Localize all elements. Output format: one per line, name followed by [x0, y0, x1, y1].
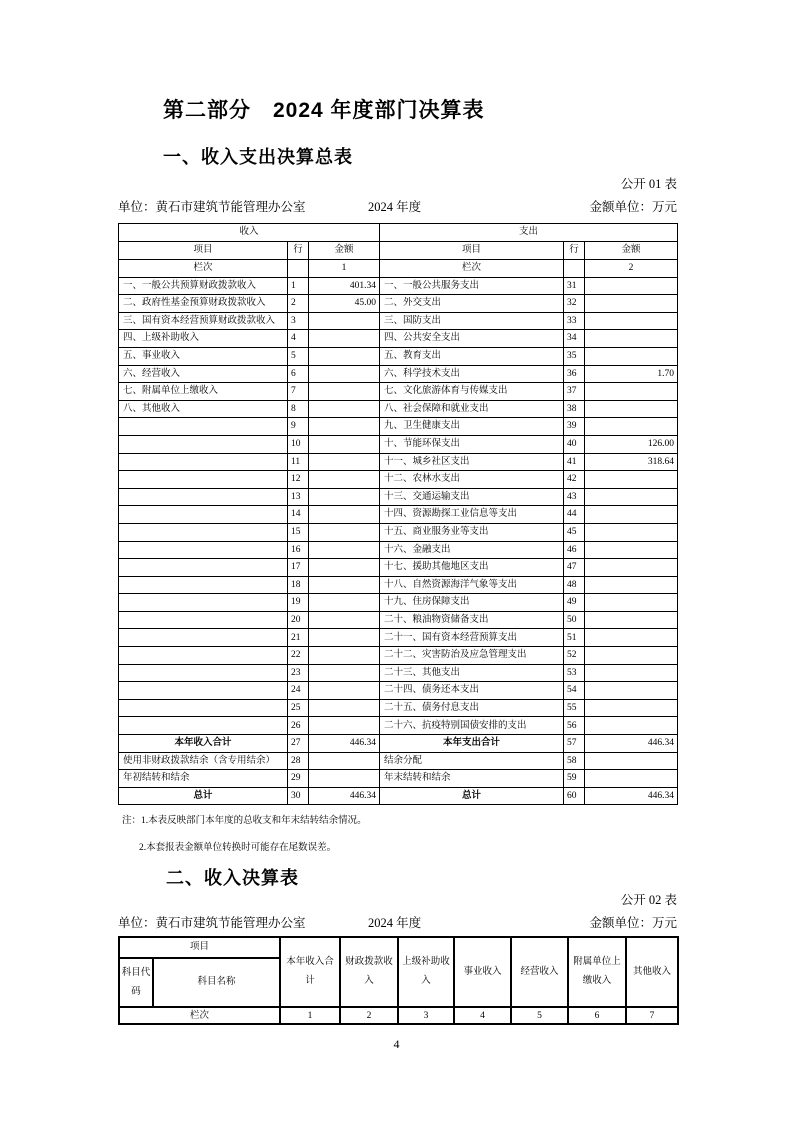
expense-item-cell: 二十六、抗疫特别国债安排的支出	[380, 717, 564, 735]
table-row	[119, 383, 678, 401]
income-rowno-cell: 23	[288, 664, 309, 682]
income-item-cell: 本年收入合计	[119, 735, 288, 753]
expense-rowno-header: 行	[564, 242, 585, 260]
expense-rowno-cell: 41	[564, 453, 585, 471]
expense-rowno-cell: 32	[564, 295, 585, 313]
table-row	[119, 576, 678, 594]
expense-amount-cell	[585, 629, 678, 647]
income-rowno-cell: 13	[288, 488, 309, 506]
table-row	[119, 277, 678, 295]
expense-item-cell: 十一、城乡社区支出	[380, 453, 564, 471]
expense-amount-cell	[585, 647, 678, 665]
income-rowno-cell: 4	[288, 330, 309, 348]
income-item-header: 项目	[119, 242, 288, 260]
income-item-cell	[119, 453, 288, 471]
expense-amount-cell	[585, 506, 678, 524]
income-item-cell	[119, 471, 288, 489]
name-header: 科目名称	[153, 958, 280, 1007]
empty-cell	[564, 260, 585, 278]
expense-rowno-cell: 48	[564, 576, 585, 594]
expense-rowno-cell: 49	[564, 594, 585, 612]
income-rowno-cell: 6	[288, 365, 309, 383]
income-item-cell	[119, 488, 288, 506]
income-amount-cell	[309, 365, 380, 383]
expense-amount-cell	[585, 682, 678, 700]
income-rowno-cell: 10	[288, 435, 309, 453]
income-item-cell	[119, 506, 288, 524]
income-group-header: 收入	[119, 224, 380, 242]
table-code-01: 公开 01 表	[620, 177, 677, 191]
table-row	[119, 664, 678, 682]
income-rowno-cell: 29	[288, 770, 309, 788]
expense-amount-cell: 318.64	[585, 453, 678, 471]
col-number: 1	[280, 1007, 340, 1024]
expense-item-cell: 二十四、债务还本支出	[380, 682, 564, 700]
page-number: 4	[393, 1037, 400, 1051]
income-item-cell	[119, 541, 288, 559]
expense-rowno-cell: 40	[564, 435, 585, 453]
expense-rowno-cell: 55	[564, 699, 585, 717]
income-item-cell: 总计	[119, 787, 288, 805]
income-amount-cell	[309, 576, 380, 594]
income-amount-cell: 45.00	[309, 295, 380, 313]
expense-amount-cell	[585, 277, 678, 295]
expense-item-header: 项目	[380, 242, 564, 260]
column-header-row	[119, 242, 678, 260]
expense-amount-cell	[585, 752, 678, 770]
expense-item-cell: 年末结转和结余	[380, 770, 564, 788]
table-row	[119, 453, 678, 471]
col-number: 2	[340, 1007, 398, 1024]
income-amount-cell: 446.34	[309, 787, 380, 805]
table-row	[119, 717, 678, 735]
income-rowno-cell: 9	[288, 418, 309, 436]
expense-item-cell: 三、国防支出	[380, 312, 564, 330]
income-item-cell	[119, 594, 288, 612]
income-amount-cell	[309, 383, 380, 401]
income-item-cell: 使用非财政拨款结余（含专用结余）	[119, 752, 288, 770]
expense-rowno-cell: 37	[564, 383, 585, 401]
expense-amount-cell: 446.34	[585, 735, 678, 753]
table-code-02: 公开 02 表	[620, 893, 677, 907]
income-rowno-cell: 30	[288, 787, 309, 805]
col-header-fiscal: 财政拨款收入	[340, 937, 398, 1007]
col-number: 7	[626, 1007, 678, 1024]
expense-rowno-cell: 38	[564, 400, 585, 418]
income-amount-cell: 401.34	[309, 277, 380, 295]
table-row	[119, 647, 678, 665]
income-rowno-cell: 8	[288, 400, 309, 418]
income-item-cell	[119, 647, 288, 665]
income-col-number: 1	[309, 260, 380, 278]
income-rowno-cell: 28	[288, 752, 309, 770]
table-row	[119, 541, 678, 559]
expense-item-cell: 十五、商业服务业等支出	[380, 523, 564, 541]
section2-heading: 二、收入决算表	[166, 868, 299, 888]
expense-item-cell: 十四、资源勘探工业信息等支出	[380, 506, 564, 524]
table-row	[119, 347, 678, 365]
income-item-cell: 六、经营收入	[119, 365, 288, 383]
revenue-lanci-row	[119, 1007, 678, 1024]
table-row	[119, 330, 678, 348]
income-item-cell	[119, 435, 288, 453]
lanci-row	[119, 260, 678, 278]
income-rowno-header: 行	[288, 242, 309, 260]
code-header: 科目代码	[119, 958, 153, 1007]
group-header-row	[119, 224, 678, 242]
income-amount-cell	[309, 330, 380, 348]
expense-amount-cell: 126.00	[585, 435, 678, 453]
income-item-cell: 年初结转和结余	[119, 770, 288, 788]
income-item-cell	[119, 629, 288, 647]
income-rowno-cell: 16	[288, 541, 309, 559]
table2-meta-line	[118, 913, 677, 929]
income-rowno-cell: 22	[288, 647, 309, 665]
income-rowno-cell: 20	[288, 611, 309, 629]
table-row	[119, 488, 678, 506]
unit-name: 单位：黄石市建筑节能管理办公室	[118, 200, 306, 214]
expense-amount-cell	[585, 523, 678, 541]
expense-amount-cell	[585, 611, 678, 629]
income-amount-cell	[309, 400, 380, 418]
expense-amount-header: 金额	[585, 242, 678, 260]
income-rowno-cell: 19	[288, 594, 309, 612]
expense-rowno-cell: 56	[564, 717, 585, 735]
income-item-cell	[119, 682, 288, 700]
income-item-cell: 一、一般公共预算财政拨款收入	[119, 277, 288, 295]
expense-rowno-cell: 52	[564, 647, 585, 665]
income-amount-cell	[309, 523, 380, 541]
expense-amount-cell	[585, 400, 678, 418]
income-rowno-cell: 14	[288, 506, 309, 524]
unit-name: 单位：黄石市建筑节能管理办公室	[118, 916, 306, 930]
expense-rowno-cell: 39	[564, 418, 585, 436]
table-row	[119, 787, 678, 805]
table-row	[119, 611, 678, 629]
expense-item-cell: 十六、金融支出	[380, 541, 564, 559]
expense-amount-cell	[585, 541, 678, 559]
table-row	[119, 471, 678, 489]
table-row	[119, 312, 678, 330]
expense-item-cell: 十九、住房保障支出	[380, 594, 564, 612]
income-amount-cell	[309, 418, 380, 436]
expense-rowno-cell: 33	[564, 312, 585, 330]
income-amount-cell	[309, 664, 380, 682]
expense-rowno-cell: 36	[564, 365, 585, 383]
col-number: 5	[511, 1007, 568, 1024]
expense-item-cell: 十二、农林水支出	[380, 471, 564, 489]
expense-lanci-cell: 栏次	[380, 260, 564, 278]
income-amount-cell	[309, 435, 380, 453]
expense-amount-cell	[585, 418, 678, 436]
income-item-cell	[119, 559, 288, 577]
expense-rowno-cell: 50	[564, 611, 585, 629]
expense-rowno-cell: 47	[564, 559, 585, 577]
income-amount-cell	[309, 752, 380, 770]
expense-item-cell: 一、一般公共服务支出	[380, 277, 564, 295]
empty-cell	[288, 260, 309, 278]
income-lanci-cell: 栏次	[119, 260, 288, 278]
income-item-cell	[119, 418, 288, 436]
col-header-subsidy: 上级补助收入	[398, 937, 454, 1007]
col-header-operating: 经营收入	[511, 937, 568, 1007]
expense-rowno-cell: 51	[564, 629, 585, 647]
income-item-cell: 三、国有资本经营预算财政拨款收入	[119, 312, 288, 330]
table-row	[119, 682, 678, 700]
income-amount-cell	[309, 629, 380, 647]
table-row	[119, 435, 678, 453]
income-amount-cell	[309, 453, 380, 471]
expense-item-cell: 六、科学技术支出	[380, 365, 564, 383]
income-rowno-cell: 12	[288, 471, 309, 489]
amount-unit: 金额单位：万元	[589, 916, 677, 930]
expense-rowno-cell: 54	[564, 682, 585, 700]
expense-rowno-cell: 35	[564, 347, 585, 365]
income-amount-cell	[309, 312, 380, 330]
revenue-header-row-1	[119, 937, 678, 958]
expense-item-cell: 本年支出合计	[380, 735, 564, 753]
expense-amount-cell	[585, 664, 678, 682]
income-rowno-cell: 7	[288, 383, 309, 401]
expense-amount-cell	[585, 576, 678, 594]
col-number: 3	[398, 1007, 454, 1024]
expense-item-cell: 二、外交支出	[380, 295, 564, 313]
table1-note-2: 2.本套报表金额单位转换时可能存在尾数误差。	[139, 843, 337, 853]
col-header-undertaking: 事业收入	[454, 937, 511, 1007]
table-row	[119, 295, 678, 313]
table1-note-1: 注：1.本表反映部门本年度的总收支和年末结转结余情况。	[122, 816, 367, 826]
income-rowno-cell: 3	[288, 312, 309, 330]
expense-amount-cell: 1.70	[585, 365, 678, 383]
income-amount-cell	[309, 594, 380, 612]
income-item-cell	[119, 664, 288, 682]
expense-rowno-cell: 59	[564, 770, 585, 788]
expense-amount-cell	[585, 699, 678, 717]
income-amount-cell	[309, 347, 380, 365]
income-rowno-cell: 26	[288, 717, 309, 735]
table-row	[119, 506, 678, 524]
expense-rowno-cell: 42	[564, 471, 585, 489]
income-amount-cell	[309, 559, 380, 577]
income-item-cell	[119, 523, 288, 541]
table-row	[119, 559, 678, 577]
page-title: 第二部分 2024 年度部门决算表	[163, 99, 485, 122]
income-amount-cell	[309, 647, 380, 665]
expense-item-cell: 十七、援助其他地区支出	[380, 559, 564, 577]
expense-amount-cell	[585, 383, 678, 401]
expense-rowno-cell: 44	[564, 506, 585, 524]
expense-amount-cell: 446.34	[585, 787, 678, 805]
amount-unit: 金额单位：万元	[589, 200, 677, 214]
income-amount-cell	[309, 717, 380, 735]
table1-meta-line	[118, 197, 677, 213]
item-header: 项目	[119, 937, 280, 958]
expense-amount-cell	[585, 347, 678, 365]
income-item-cell: 七、附属单位上缴收入	[119, 383, 288, 401]
table-row	[119, 735, 678, 753]
fiscal-year: 2024 年度	[368, 916, 422, 930]
expense-item-cell: 十、节能环保支出	[380, 435, 564, 453]
income-rowno-cell: 18	[288, 576, 309, 594]
lanci-cell: 栏次	[119, 1007, 280, 1024]
income-item-cell	[119, 717, 288, 735]
income-amount-cell	[309, 471, 380, 489]
expense-amount-cell	[585, 594, 678, 612]
table-row	[119, 699, 678, 717]
expense-amount-cell	[585, 717, 678, 735]
income-rowno-cell: 11	[288, 453, 309, 471]
income-item-cell: 八、其他收入	[119, 400, 288, 418]
revenue-table	[118, 936, 679, 1025]
expense-item-cell: 四、公共安全支出	[380, 330, 564, 348]
table-row	[119, 418, 678, 436]
expense-rowno-cell: 31	[564, 277, 585, 295]
expense-amount-cell	[585, 312, 678, 330]
expense-rowno-cell: 57	[564, 735, 585, 753]
expense-item-cell: 十三、交通运输支出	[380, 488, 564, 506]
table-row	[119, 594, 678, 612]
income-rowno-cell: 27	[288, 735, 309, 753]
expense-col-number: 2	[585, 260, 678, 278]
expense-item-cell: 二十一、国有资本经营预算支出	[380, 629, 564, 647]
income-amount-cell	[309, 541, 380, 559]
income-rowno-cell: 24	[288, 682, 309, 700]
income-rowno-cell: 21	[288, 629, 309, 647]
expense-rowno-cell: 58	[564, 752, 585, 770]
income-amount-cell	[309, 488, 380, 506]
expense-rowno-cell: 43	[564, 488, 585, 506]
expense-amount-cell	[585, 488, 678, 506]
expense-rowno-cell: 46	[564, 541, 585, 559]
income-item-cell	[119, 611, 288, 629]
income-rowno-cell: 15	[288, 523, 309, 541]
expense-amount-cell	[585, 770, 678, 788]
income-item-cell	[119, 699, 288, 717]
fiscal-year: 2024 年度	[368, 200, 422, 214]
expense-item-cell: 结余分配	[380, 752, 564, 770]
expense-item-cell: 八、社会保障和就业支出	[380, 400, 564, 418]
expense-amount-cell	[585, 471, 678, 489]
income-rowno-cell: 5	[288, 347, 309, 365]
table-row	[119, 752, 678, 770]
income-amount-cell	[309, 506, 380, 524]
col-number: 6	[568, 1007, 626, 1024]
income-rowno-cell: 17	[288, 559, 309, 577]
income-expense-table-body	[119, 277, 678, 805]
section1-heading: 一、收入支出决算总表	[163, 147, 353, 167]
expense-rowno-cell: 53	[564, 664, 585, 682]
table-row	[119, 770, 678, 788]
expense-item-cell: 总计	[380, 787, 564, 805]
income-amount-header: 金额	[309, 242, 380, 260]
expense-rowno-cell: 34	[564, 330, 585, 348]
expense-item-cell: 九、卫生健康支出	[380, 418, 564, 436]
income-amount-cell: 446.34	[309, 735, 380, 753]
expense-group-header: 支出	[380, 224, 678, 242]
expense-amount-cell	[585, 559, 678, 577]
income-amount-cell	[309, 682, 380, 700]
income-item-cell	[119, 576, 288, 594]
income-amount-cell	[309, 611, 380, 629]
income-amount-cell	[309, 770, 380, 788]
income-rowno-cell: 25	[288, 699, 309, 717]
table-row	[119, 365, 678, 383]
table-row	[119, 523, 678, 541]
expense-item-cell: 二十三、其他支出	[380, 664, 564, 682]
income-item-cell: 二、政府性基金预算财政拨款收入	[119, 295, 288, 313]
expense-item-cell: 二十五、债务付息支出	[380, 699, 564, 717]
expense-amount-cell	[585, 295, 678, 313]
col-number: 4	[454, 1007, 511, 1024]
expense-item-cell: 七、文化旅游体育与传媒支出	[380, 383, 564, 401]
expense-amount-cell	[585, 330, 678, 348]
col-header-affiliated: 附属单位上缴收入	[568, 937, 626, 1007]
expense-item-cell: 二十二、灾害防治及应急管理支出	[380, 647, 564, 665]
expense-item-cell: 二十、粮油物资储备支出	[380, 611, 564, 629]
income-rowno-cell: 1	[288, 277, 309, 295]
expense-rowno-cell: 45	[564, 523, 585, 541]
col-header-other: 其他收入	[626, 937, 678, 1007]
table-row	[119, 629, 678, 647]
expense-item-cell: 十八、自然资源海洋气象等支出	[380, 576, 564, 594]
income-item-cell: 四、上级补助收入	[119, 330, 288, 348]
income-amount-cell	[309, 699, 380, 717]
expense-item-cell: 五、教育支出	[380, 347, 564, 365]
income-expense-summary-table	[118, 223, 678, 805]
table-row	[119, 400, 678, 418]
expense-rowno-cell: 60	[564, 787, 585, 805]
income-item-cell: 五、事业收入	[119, 347, 288, 365]
col-header-total: 本年收入合计	[280, 937, 340, 1007]
income-rowno-cell: 2	[288, 295, 309, 313]
